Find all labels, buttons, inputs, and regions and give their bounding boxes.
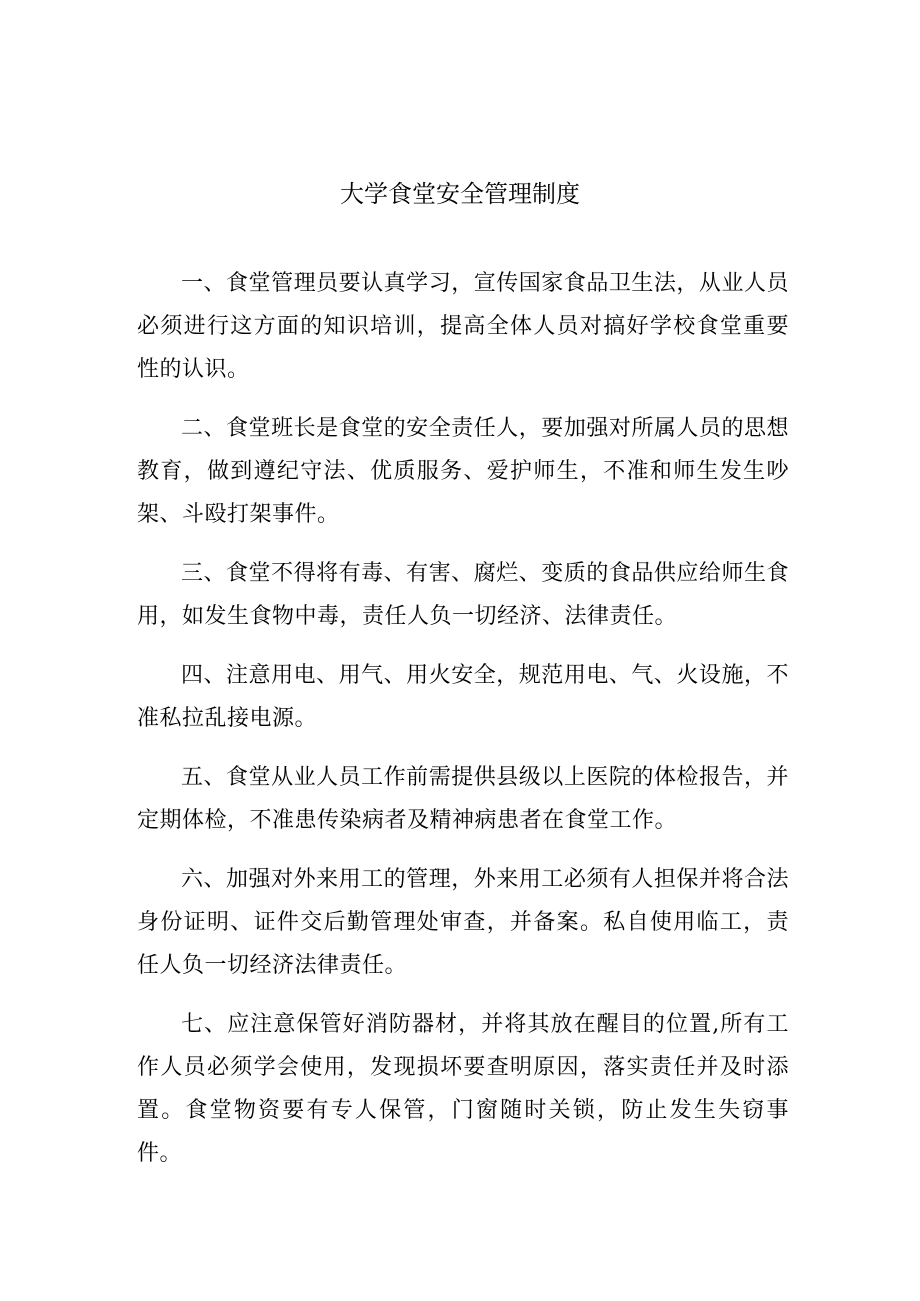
document-title: 大学食堂安全管理制度 [340,180,580,208]
paragraph-5: 五、食堂从业人员工作前需提供县级以上医院的体检报告，并定期体检，不准患传染病者及精神病患者在食堂工作。 [137,765,789,833]
paragraph-4: 四、注意用电、用气、用火安全，规范用电、气、火设施，不准私拉乱接电源。 [137,663,789,731]
document-body [137,262,789,1191]
paragraph-1: 一、食堂管理员要认真学习，宣传国家食品卫生法，从业人员必须进行这方面的知识培训，提高全体人员对搞好学校食堂重要性的认识。 [137,271,789,382]
paragraph-3: 三、食堂不得将有毒、有害、腐烂、变质的食品供应给师生食用，如发生食物中毒，责任人负一切经济、法律责任。 [137,561,789,629]
paragraph-6: 六、加强对外来用工的管理，外来用工必须有人担保并将合法身份证明、证件交后勤管理处审查，并备案。私自使用临工，责任人负一切经济法律责任。 [137,867,789,978]
paragraph-2: 二、食堂班长是食堂的安全责任人，要加强对所属人员的思想教育，做到遵纪守法、优质服务、爱护师生，不准和师生发生吵架、斗殴打架事件。 [137,416,789,527]
paragraph-7: 七、应注意保管好消防器材，并将其放在醒目的位置,所有工作人员必须学会使用，发现损坏要查明原因，落实责任并及时添置。食堂物资要有专人保管，门窗随时关锁，防止发生失窃事件。 [137,1012,789,1166]
